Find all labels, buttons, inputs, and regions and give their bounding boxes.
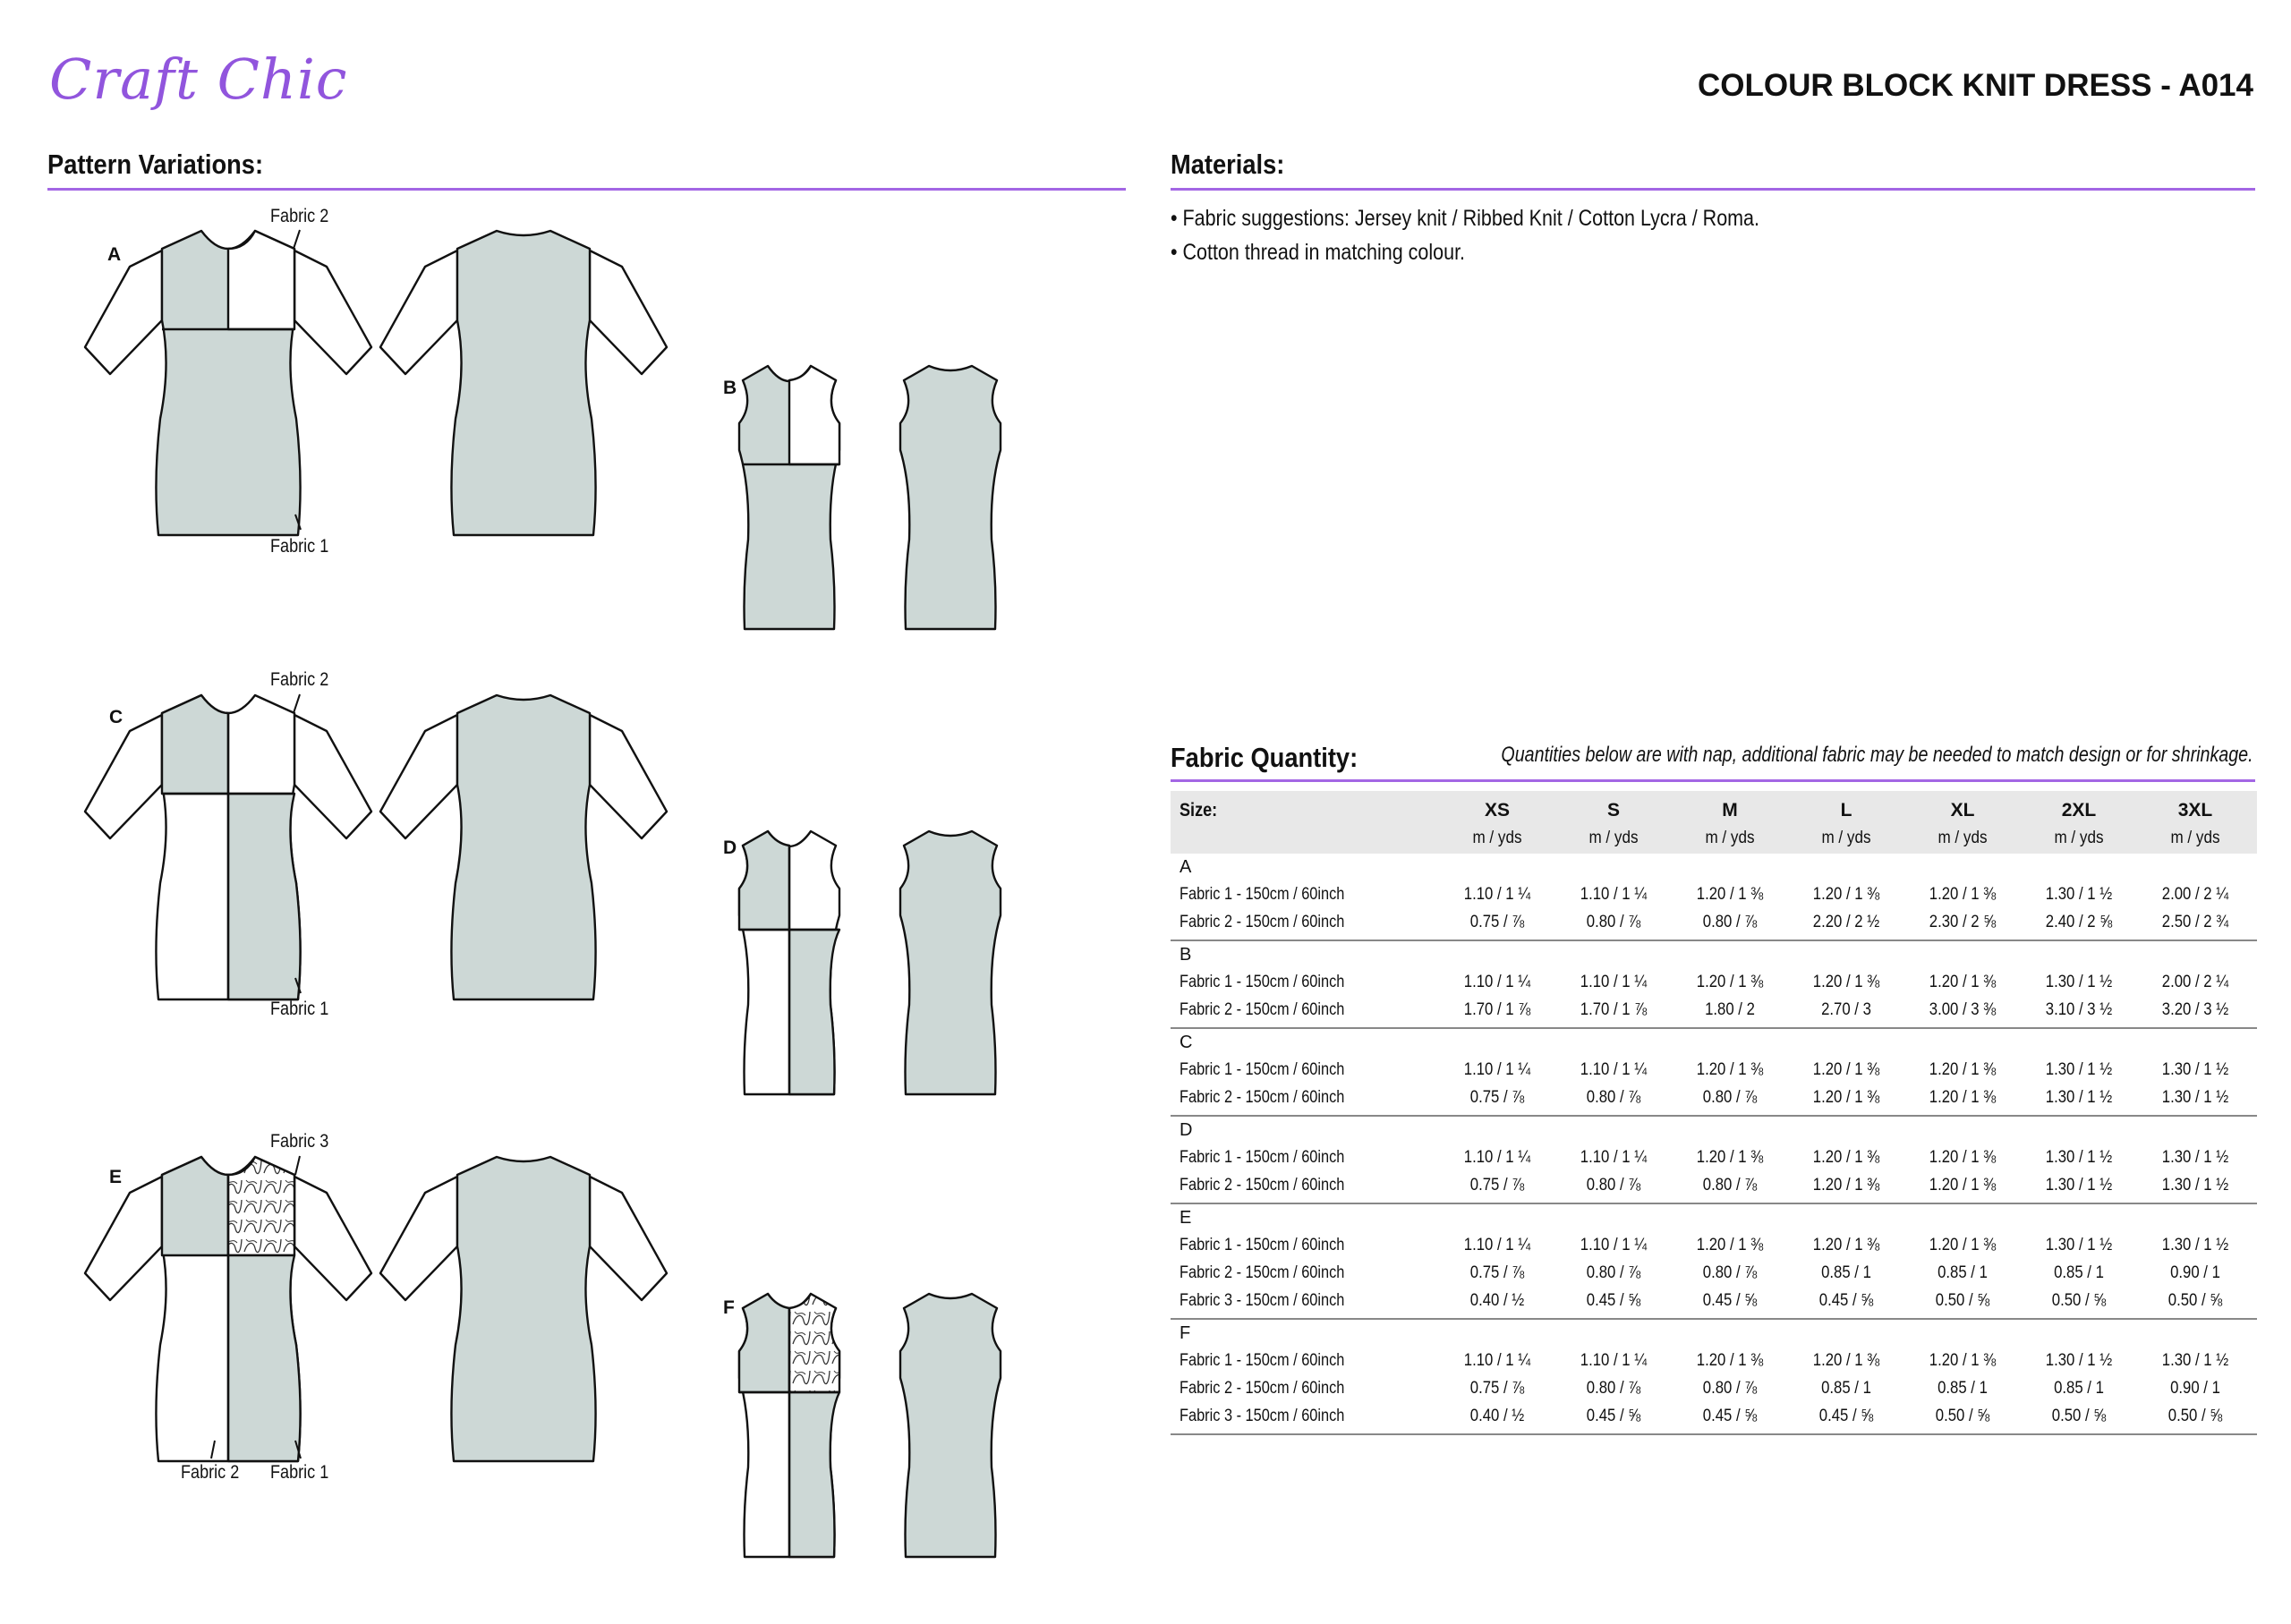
table-cell: 1.10 / 1 ¼ xyxy=(1463,1236,1531,1254)
variant-b-front xyxy=(739,366,839,629)
fabric-label: Fabric 1 xyxy=(270,536,329,557)
table-cell: 1.20 / 1 ⅜ xyxy=(1812,1148,1880,1167)
table-cell: 0.45 / ⅝ xyxy=(1702,1291,1758,1310)
table-cell: 1.30 / 1 ½ xyxy=(2161,1088,2229,1107)
table-cell: 1.20 / 1 ⅜ xyxy=(1696,885,1764,904)
size-column-header xyxy=(1672,791,1788,848)
variant-a-front xyxy=(85,231,371,535)
e-fabric3-leader xyxy=(295,1156,300,1175)
table-cell: 1.30 / 1 ½ xyxy=(2161,1148,2229,1167)
table-cell: 0.80 / ⅞ xyxy=(1586,1379,1641,1398)
table-cell: 1.10 / 1 ¼ xyxy=(1580,1060,1648,1079)
table-cell: 1.20 / 1 ⅜ xyxy=(1696,1351,1764,1370)
materials-item: • Cotton thread in matching colour. xyxy=(1171,240,1466,265)
fabric-label: Fabric 3 xyxy=(270,1131,329,1152)
variant-d-back xyxy=(900,831,1001,1094)
table-cell: 1.10 / 1 ¼ xyxy=(1580,1351,1648,1370)
table-cell: 1.10 / 1 ¼ xyxy=(1580,1148,1648,1167)
fabric-label: Fabric 2 xyxy=(270,669,329,690)
table-cell: 1.20 / 1 ⅜ xyxy=(1929,973,1997,991)
table-cell: 1.20 / 1 ⅜ xyxy=(1929,1088,1997,1107)
table-cell: 1.20 / 1 ⅜ xyxy=(1929,885,1997,904)
table-cell: 1.20 / 1 ⅜ xyxy=(1929,1351,1997,1370)
table-row xyxy=(1171,1231,2257,1259)
table-cell: 0.45 / ⅝ xyxy=(1586,1407,1641,1425)
table-cell: 0.50 / ⅝ xyxy=(2168,1291,2223,1310)
table-cell: 1.20 / 1 ⅜ xyxy=(1929,1236,1997,1254)
row-label: Fabric 1 - 150cm / 60inch xyxy=(1180,1060,1345,1079)
table-cell: 1.20 / 1 ⅜ xyxy=(1929,1060,1997,1079)
table-cell: 1.70 / 1 ⅞ xyxy=(1580,1000,1648,1019)
table-cell: 0.50 / ⅝ xyxy=(1935,1291,1990,1310)
variant-a-back xyxy=(380,231,667,535)
table-cell: 0.45 / ⅝ xyxy=(1818,1407,1874,1425)
row-label: Fabric 2 - 150cm / 60inch xyxy=(1180,1000,1345,1019)
table-cell: 0.85 / 1 xyxy=(1821,1379,1871,1398)
size-column-header xyxy=(2137,791,2253,848)
table-cell: 1.30 / 1 ½ xyxy=(2045,1351,2113,1370)
table-group xyxy=(1171,854,2257,941)
table-row xyxy=(1171,1084,2257,1111)
variant-letter: D xyxy=(723,838,737,858)
table-row xyxy=(1171,1287,2257,1314)
table-cell: 1.20 / 1 ⅜ xyxy=(1929,1148,1997,1167)
table-cell: 1.10 / 1 ¼ xyxy=(1463,1060,1531,1079)
table-cell: 0.40 / ½ xyxy=(1469,1407,1525,1425)
variant-letter: C xyxy=(109,707,123,727)
variant-d-front xyxy=(739,831,839,1094)
group-letter: C xyxy=(1180,1033,1193,1052)
table-cell: 1.10 / 1 ¼ xyxy=(1580,885,1648,904)
table-cell: 0.85 / 1 xyxy=(1938,1263,1988,1282)
table-cell: 1.20 / 1 ⅜ xyxy=(1812,1176,1880,1195)
table-cell: 1.10 / 1 ¼ xyxy=(1580,1236,1648,1254)
row-label: Fabric 1 - 150cm / 60inch xyxy=(1180,973,1345,991)
table-group xyxy=(1171,941,2257,1029)
table-row xyxy=(1171,1374,2257,1402)
size-column-header xyxy=(1555,791,1672,848)
fabric-label: Fabric 2 xyxy=(181,1462,240,1483)
table-cell: 1.20 / 1 ⅜ xyxy=(1696,1060,1764,1079)
size-column-header xyxy=(2021,791,2137,848)
fabric-label: Fabric 1 xyxy=(270,1462,329,1483)
table-cell: 2.70 / 3 xyxy=(1821,1000,1871,1019)
table-cell: 0.80 / ⅞ xyxy=(1702,913,1758,931)
table-cell: 1.30 / 1 ½ xyxy=(2161,1060,2229,1079)
table-cell: 1.20 / 1 ⅜ xyxy=(1696,1148,1764,1167)
table-cell: 0.50 / ⅝ xyxy=(2168,1407,2223,1425)
table-cell: 1.10 / 1 ¼ xyxy=(1463,885,1531,904)
table-cell: 0.75 / ⅞ xyxy=(1469,1088,1525,1107)
table-cell: 1.20 / 1 ⅜ xyxy=(1696,973,1764,991)
table-cell: 0.85 / 1 xyxy=(1821,1263,1871,1282)
group-letter: F xyxy=(1180,1323,1191,1343)
size-name: L xyxy=(1840,800,1852,821)
c-fabric2-leader xyxy=(294,694,300,713)
row-label: Fabric 2 - 150cm / 60inch xyxy=(1180,913,1345,931)
unit-label: m / yds xyxy=(2170,829,2220,847)
table-cell: 2.20 / 2 ½ xyxy=(1812,913,1880,931)
table-group xyxy=(1171,1029,2257,1117)
a-fabric2-leader xyxy=(294,230,300,249)
group-letter: A xyxy=(1180,857,1192,877)
table-cell: 1.80 / 2 xyxy=(1705,1000,1755,1019)
table-cell: 1.10 / 1 ¼ xyxy=(1463,1351,1531,1370)
table-cell: 3.00 / 3 ⅜ xyxy=(1929,1000,1997,1019)
table-cell: 1.10 / 1 ¼ xyxy=(1580,973,1648,991)
size-name: XL xyxy=(1950,800,1975,821)
fabric-label: Fabric 1 xyxy=(270,999,329,1019)
fabric-quantity-table xyxy=(1171,791,2257,1435)
table-cell: 1.70 / 1 ⅞ xyxy=(1463,1000,1531,1019)
size-column-header xyxy=(1904,791,2021,848)
group-letter: E xyxy=(1180,1208,1192,1228)
table-cell: 0.80 / ⅞ xyxy=(1702,1088,1758,1107)
fabric-quantity-heading: Fabric Quantity: xyxy=(1171,742,1358,773)
table-cell: 0.45 / ⅝ xyxy=(1818,1291,1874,1310)
table-cell: 1.20 / 1 ⅜ xyxy=(1812,885,1880,904)
unit-label: m / yds xyxy=(1821,829,1871,847)
table-cell: 1.30 / 1 ½ xyxy=(2161,1236,2229,1254)
variant-c-back xyxy=(380,695,667,999)
brand-logo: Craft Chic xyxy=(49,47,348,112)
table-cell: 1.30 / 1 ½ xyxy=(2045,1236,2113,1254)
unit-label: m / yds xyxy=(2054,829,2104,847)
table-cell: 0.80 / ⅞ xyxy=(1586,1176,1641,1195)
table-cell: 0.80 / ⅞ xyxy=(1586,1263,1641,1282)
table-cell: 0.85 / 1 xyxy=(2054,1263,2104,1282)
table-cell: 2.40 / 2 ⅝ xyxy=(2045,913,2113,931)
table-cell: 1.30 / 1 ½ xyxy=(2045,1148,2113,1167)
size-name: M xyxy=(1722,800,1738,821)
table-row xyxy=(1171,1402,2257,1430)
variant-e-back xyxy=(380,1157,667,1461)
unit-label: m / yds xyxy=(1472,829,1522,847)
pattern-variations-heading: Pattern Variations: xyxy=(47,149,264,180)
table-cell: 0.40 / ½ xyxy=(1469,1291,1525,1310)
table-cell: 1.20 / 1 ⅜ xyxy=(1812,973,1880,991)
table-cell: 1.30 / 1 ½ xyxy=(2045,1176,2113,1195)
unit-label: m / yds xyxy=(1938,829,1988,847)
unit-label: m / yds xyxy=(1588,829,1639,847)
row-label: Fabric 3 - 150cm / 60inch xyxy=(1180,1407,1345,1425)
table-row xyxy=(1171,880,2257,908)
variant-e-front xyxy=(85,1157,371,1461)
variant-b-back xyxy=(900,366,1001,629)
table-cell: 2.00 / 2 ¼ xyxy=(2161,885,2229,904)
table-cell: 0.85 / 1 xyxy=(1938,1379,1988,1398)
table-cell: 0.75 / ⅞ xyxy=(1469,1379,1525,1398)
table-row xyxy=(1171,1347,2257,1374)
table-cell: 1.30 / 1 ½ xyxy=(2045,885,2113,904)
table-cell: 1.30 / 1 ½ xyxy=(2161,1351,2229,1370)
variant-letter: A xyxy=(107,244,122,265)
table-cell: 0.50 / ⅝ xyxy=(2051,1407,2107,1425)
size-column-header xyxy=(1788,791,1904,848)
table-cell: 0.50 / ⅝ xyxy=(1935,1407,1990,1425)
table-cell: 3.10 / 3 ½ xyxy=(2045,1000,2113,1019)
row-label: Fabric 3 - 150cm / 60inch xyxy=(1180,1291,1345,1310)
row-label: Fabric 2 - 150cm / 60inch xyxy=(1180,1176,1345,1195)
row-label: Fabric 2 - 150cm / 60inch xyxy=(1180,1263,1345,1282)
table-cell: 2.00 / 2 ¼ xyxy=(2161,973,2229,991)
table-cell: 1.30 / 1 ½ xyxy=(2045,973,2113,991)
size-name: 3XL xyxy=(2177,800,2213,821)
table-cell: 1.30 / 1 ½ xyxy=(2161,1176,2229,1195)
variant-f-back xyxy=(900,1294,1001,1557)
table-cell: 1.20 / 1 ⅜ xyxy=(1812,1351,1880,1370)
table-header xyxy=(1171,791,2257,854)
group-letter: B xyxy=(1180,945,1192,965)
table-cell: 0.80 / ⅞ xyxy=(1586,1088,1641,1107)
table-row xyxy=(1171,1056,2257,1084)
table-cell: 1.10 / 1 ¼ xyxy=(1463,1148,1531,1167)
unit-label: m / yds xyxy=(1705,829,1755,847)
table-cell: 0.50 / ⅝ xyxy=(2051,1291,2107,1310)
table-cell: 1.20 / 1 ⅜ xyxy=(1929,1176,1997,1195)
size-header-label: Size: xyxy=(1180,800,1218,821)
variant-f-front xyxy=(739,1294,839,1557)
table-cell: 0.90 / 1 xyxy=(2170,1263,2220,1282)
materials-rule xyxy=(1171,188,2255,191)
table-cell: 0.75 / ⅞ xyxy=(1469,1176,1525,1195)
fabric-quantity-rule xyxy=(1171,779,2255,782)
table-cell: 0.85 / 1 xyxy=(2054,1379,2104,1398)
size-name: XS xyxy=(1484,800,1510,821)
group-letter: D xyxy=(1180,1120,1193,1140)
garment-sketches xyxy=(0,0,1146,1620)
table-row xyxy=(1171,1144,2257,1171)
row-label: Fabric 1 - 150cm / 60inch xyxy=(1180,1236,1345,1254)
row-label: Fabric 2 - 150cm / 60inch xyxy=(1180,1379,1345,1398)
table-cell: 1.30 / 1 ½ xyxy=(2045,1060,2113,1079)
table-cell: 1.20 / 1 ⅜ xyxy=(1812,1060,1880,1079)
size-name: 2XL xyxy=(2061,800,2097,821)
table-cell: 0.75 / ⅞ xyxy=(1469,1263,1525,1282)
variant-c-front xyxy=(85,695,371,999)
table-row xyxy=(1171,1171,2257,1199)
table-cell: 0.90 / 1 xyxy=(2170,1379,2220,1398)
table-cell: 3.20 / 3 ½ xyxy=(2161,1000,2229,1019)
table-cell: 1.20 / 1 ⅜ xyxy=(1696,1236,1764,1254)
table-cell: 1.20 / 1 ⅜ xyxy=(1812,1236,1880,1254)
fabric-quantity-note: Quantities below are with nap, additional fabric may be needed to match design or for shrinkage. xyxy=(1501,743,2253,767)
table-cell: 0.80 / ⅞ xyxy=(1586,913,1641,931)
table-cell: 2.30 / 2 ⅝ xyxy=(1929,913,1997,931)
materials-list xyxy=(1171,201,1759,269)
table-cell: 1.20 / 1 ⅜ xyxy=(1812,1088,1880,1107)
size-name: S xyxy=(1606,800,1620,821)
table-cell: 1.10 / 1 ¼ xyxy=(1463,973,1531,991)
pattern-drawings xyxy=(0,0,1146,1620)
table-row xyxy=(1171,1259,2257,1287)
row-label: Fabric 1 - 150cm / 60inch xyxy=(1180,885,1345,904)
table-group xyxy=(1171,1320,2257,1435)
table-group xyxy=(1171,1117,2257,1204)
table-cell: 0.80 / ⅞ xyxy=(1702,1379,1758,1398)
size-column-header xyxy=(1439,791,1555,848)
fabric-label: Fabric 2 xyxy=(270,206,329,226)
document-title: COLOUR BLOCK KNIT DRESS - A014 xyxy=(1698,68,2253,103)
table-cell: 0.45 / ⅝ xyxy=(1702,1407,1758,1425)
variant-letter: F xyxy=(723,1297,735,1318)
table-cell: 1.30 / 1 ½ xyxy=(2045,1088,2113,1107)
row-label: Fabric 2 - 150cm / 60inch xyxy=(1180,1088,1345,1107)
table-cell: 2.50 / 2 ¾ xyxy=(2161,913,2229,931)
row-label: Fabric 1 - 150cm / 60inch xyxy=(1180,1351,1345,1370)
table-body xyxy=(1171,854,2257,1435)
table-row xyxy=(1171,908,2257,936)
variant-letter: B xyxy=(723,378,737,398)
table-row xyxy=(1171,996,2257,1024)
row-label: Fabric 1 - 150cm / 60inch xyxy=(1180,1148,1345,1167)
table-cell: 0.80 / ⅞ xyxy=(1702,1263,1758,1282)
table-cell: 0.80 / ⅞ xyxy=(1702,1176,1758,1195)
variant-letter: E xyxy=(109,1167,123,1187)
table-group xyxy=(1171,1204,2257,1320)
table-cell: 0.75 / ⅞ xyxy=(1469,913,1525,931)
materials-item: • Fabric suggestions: Jersey knit / Ribbed Knit / Cotton Lycra / Roma. xyxy=(1171,206,1759,231)
table-row xyxy=(1171,968,2257,996)
materials-heading: Materials: xyxy=(1171,149,1285,180)
table-cell: 0.45 / ⅝ xyxy=(1586,1291,1641,1310)
